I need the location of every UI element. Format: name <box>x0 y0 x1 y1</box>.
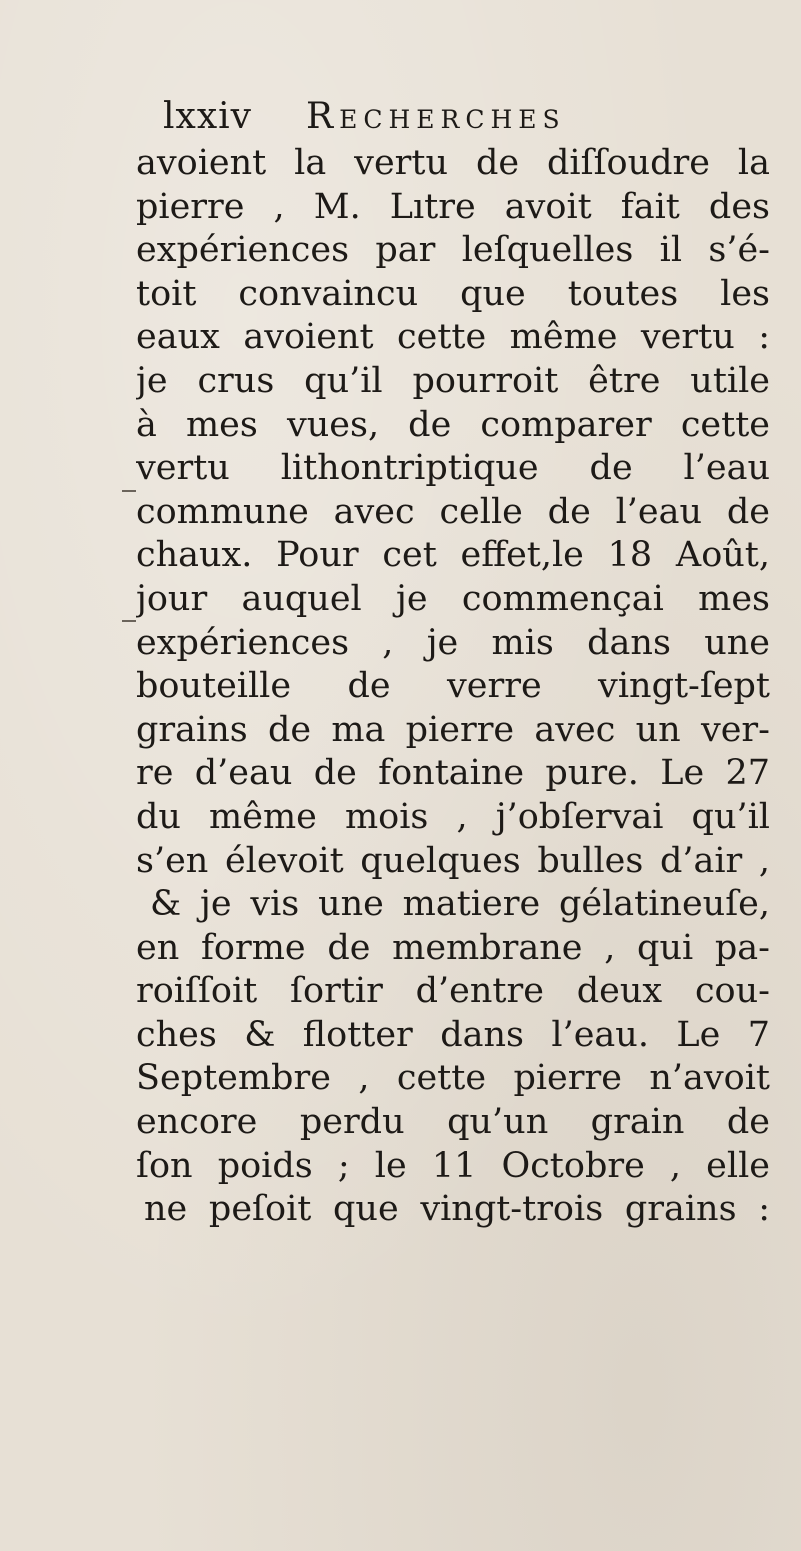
text-line: ſon poids ; le 11 Octobre , elle <box>136 1145 770 1186</box>
text-line: encore perdu qu’un grain de <box>136 1102 770 1143</box>
page-header <box>163 96 566 140</box>
text-line: je crus qu’il pourroit être utile <box>136 360 770 401</box>
text-line: expériences par leſquelles il s’é- <box>136 230 770 271</box>
text-line: du même mois , j’obſervai qu’il <box>136 796 770 837</box>
text-line: vertu lithontriptique de l’eau <box>136 448 770 489</box>
text-line: commune avec celle de l’eau de <box>136 491 770 532</box>
page-number: lxxiv <box>163 96 252 137</box>
text-line: grains de ma pierre avec un ver- <box>136 709 770 750</box>
text-line: bouteille de verre vingt-ſept <box>136 666 770 707</box>
text-line: ches & flotter dans l’eau. Le 7 <box>136 1014 770 1055</box>
text-line: expériences , je mis dans une <box>136 622 770 663</box>
text-line: Septembre , cette pierre n’avoit <box>136 1058 770 1099</box>
text-line: re d’eau de fontaine pure. Le 27 <box>136 753 770 794</box>
text-line: à mes vues, de comparer cette <box>136 404 770 445</box>
text-line: toit convaincu que toutes les <box>136 273 770 314</box>
text-line: chaux. Pour cet effet,le 18 Août, <box>136 535 770 576</box>
text-line: pierre , M. Lıtre avoit fait des <box>136 186 770 227</box>
margin-mark <box>122 620 136 622</box>
text-line: jour auquel je commençai mes <box>136 578 770 619</box>
body-text <box>136 142 770 1232</box>
margin-mark <box>122 490 136 492</box>
text-line: s’en élevoit quelques bulles d’air , <box>136 840 770 881</box>
text-line: & je vis une matiere gélatineuſe, <box>150 884 770 925</box>
running-title: Recherches <box>305 96 566 137</box>
text-line: eaux avoient cette même vertu : <box>136 317 770 358</box>
text-line: ne peſoit que vingt-trois grains : <box>144 1189 770 1230</box>
text-line: avoient la vertu de diſſoudre la <box>136 143 770 183</box>
text-line: en forme de membrane , qui pa- <box>136 927 770 968</box>
text-line: roiſſoit ſortir d’entre deux cou- <box>136 971 770 1012</box>
